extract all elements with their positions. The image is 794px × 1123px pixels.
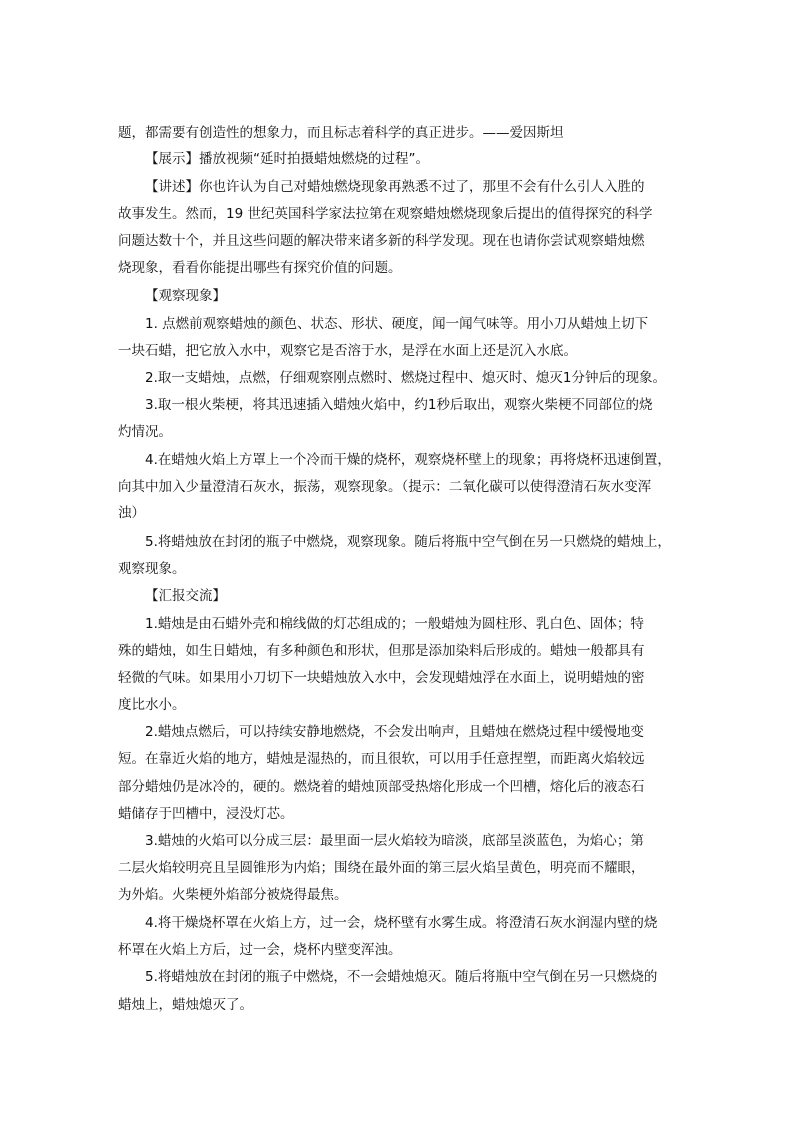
section-heading: 【汇报交流】 bbox=[145, 588, 226, 604]
text-line: 3.蜡烛的火焰可以分成三层：最里面一层火焰较为暗淡，底部呈淡蓝色，为焰心；第 bbox=[145, 833, 644, 849]
text-line: 1. 点燃前观察蜡烛的颜色、状态、形状、硬度，闻一闻气味等。用小刀从蜡烛上切下 bbox=[145, 316, 649, 332]
text-line: 短。在靠近火焰的地方，蜡烛是湿热的，而且很软，可以用手任意捏塑，而距离火焰较远 bbox=[118, 751, 645, 767]
text-line: 3.取一根火柴梗，将其迅速插入蜡烛火焰中，约1秒后取出，观察火柴梗不同部位的烧 bbox=[145, 397, 653, 413]
text-line: 故事发生。然而，19 世纪英国科学家法拉第在观察蜡烛燃烧现象后提出的值得探究的科学 bbox=[118, 206, 653, 222]
text-line: 5.将蜡烛放在封闭的瓶子中燃烧，不一会蜡烛熄灭。随后将瓶中空气倒在另一只燃烧的 bbox=[145, 969, 658, 985]
text-line: 4.将干燥烧杯罩在火焰上方，过一会，烧杯壁有水雾生成。将澄清石灰水润湿内壁的烧 bbox=[145, 915, 658, 931]
text-line: 一块石蜡，把它放入水中，观察它是否溶于水，是浮在水面上还是沉入水底。 bbox=[118, 343, 577, 359]
text-line: 2.取一支蜡烛，点燃，仔细观察刚点燃时、燃烧过程中、熄灭时、熄灭1分钟后的现象。 bbox=[145, 370, 666, 386]
text-line: 度比水小。 bbox=[118, 697, 186, 713]
text-line: 二层火焰较明亮且呈圆锥形为内焰；围绕在最外面的第三层火焰呈黄色，明亮而不耀眼， bbox=[118, 860, 645, 876]
text-line: 问题达数十个，并且这些问题的解决带来诸多新的科学发现。现在也请你尝试观察蜡烛燃 bbox=[118, 233, 645, 249]
text-line: 4.在蜡烛火焰上方罩上一个冷而干燥的烧杯，观察烧杯壁上的现象；再将烧杯迅速倒置， bbox=[145, 452, 671, 468]
text-line: 蜡烛上，蜡烛熄灭了。 bbox=[118, 997, 253, 1013]
text-line: 部分蜡烛仍是冰冷的，硬的。燃烧着的蜡烛顶部受热熔化形成一个凹槽，熔化后的液态石 bbox=[118, 779, 645, 795]
text-line: 浊） bbox=[118, 505, 145, 521]
text-line: 【讲述】你也许认为自己对蜡烛燃烧现象再熟悉不过了，那里不会有什么引人入胜的 bbox=[145, 179, 645, 195]
text-line: 题，都需要有创造性的想象力，而且标志着科学的真正进步。——爱因斯坦 bbox=[118, 125, 564, 141]
text-line: 烧现象，看看你能提出哪些有探究价值的问题。 bbox=[118, 260, 402, 276]
text-line: 殊的蜡烛，如生日蜡烛，有多种颜色和形状，但那是添加染料后形成的。蜡烛一般都具有 bbox=[118, 643, 645, 659]
text-line: 灼情况。 bbox=[118, 424, 172, 440]
text-line: 杯罩在火焰上方后，过一会，烧杯内壁变浑浊。 bbox=[118, 942, 402, 958]
text-line: 蜡储存于凹槽中，浸没灯芯。 bbox=[118, 806, 294, 822]
section-heading: 【观察现象】 bbox=[145, 288, 226, 304]
text-line: 观察现象。 bbox=[118, 561, 186, 577]
text-line: 5.将蜡烛放在封闭的瓶子中燃烧，观察现象。随后将瓶中空气倒在另一只燃烧的蜡烛上， bbox=[145, 534, 671, 550]
text-line: 【展示】播放视频“延时拍摄蜡烛燃烧的过程”。 bbox=[145, 151, 429, 167]
text-line: 为外焰。火柴梗外焰部分被烧得最焦。 bbox=[118, 887, 348, 903]
text-line: 轻微的气味。如果用小刀切下一块蜡烛放入水中，会发现蜡烛浮在水面上，说明蜡烛的密 bbox=[118, 670, 645, 686]
text-line: 向其中加入少量澄清石灰水，振荡，观察现象。（提示：二氧化碳可以使得澄清石灰水变浑 bbox=[118, 479, 652, 495]
text-line: 1.蜡烛是由石蜡外壳和棉线做的灯芯组成的；一般蜡烛为圆柱形、乳白色、固体；特 bbox=[145, 616, 644, 632]
text-line: 2.蜡烛点燃后，可以持续安静地燃烧，不会发出响声，且蜡烛在燃烧过程中缓慢地变 bbox=[145, 724, 644, 740]
